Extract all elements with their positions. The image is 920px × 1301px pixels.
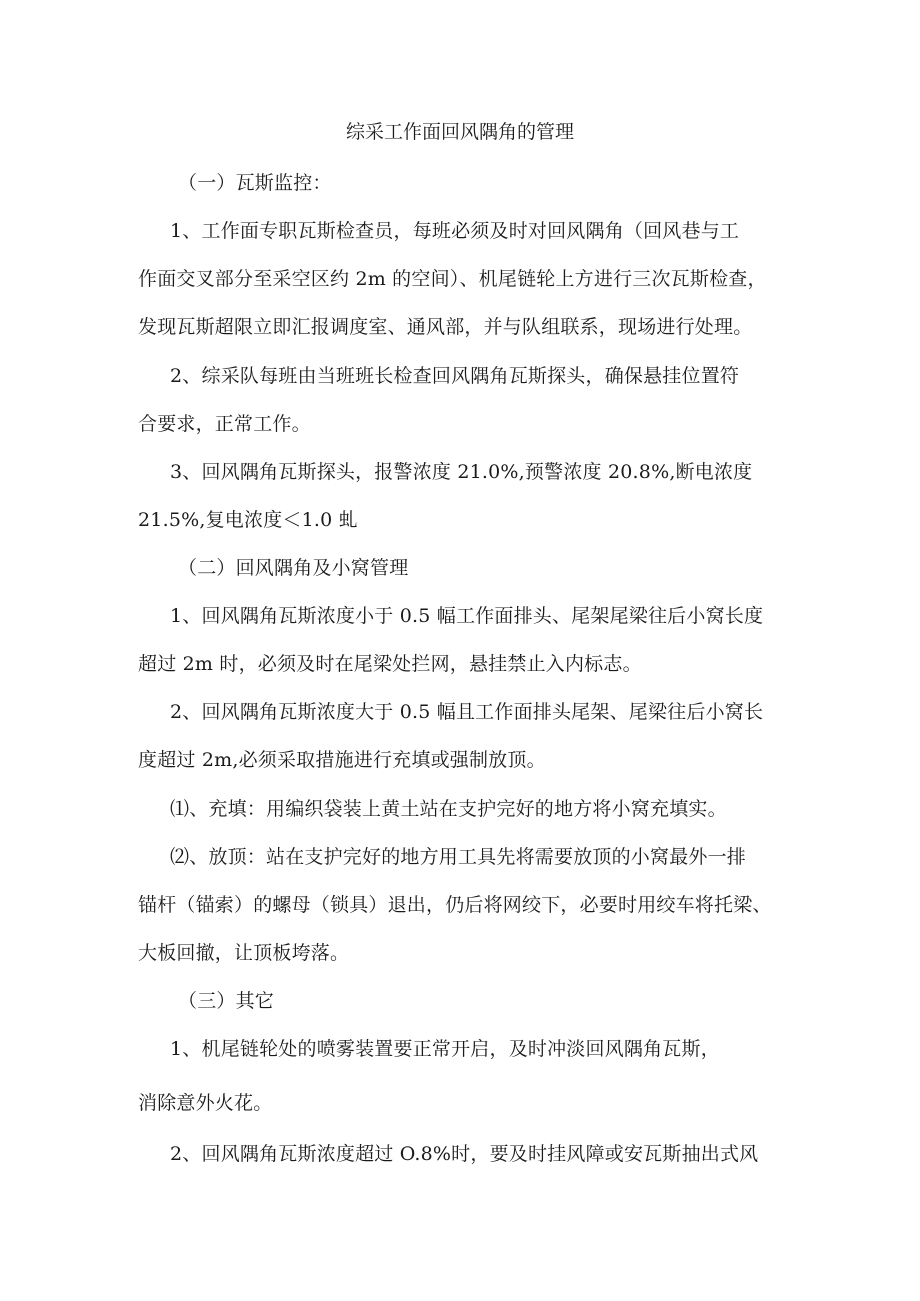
paragraph-line: 作面交叉部分至采空区约 2m 的空间）、机尾链轮上方进行三次瓦斯检查， bbox=[138, 268, 767, 290]
paragraph-line: 2、回风隅角瓦斯浓度大于 0.5 幅且工作面排头尾架、尾梁往后小窝长 bbox=[170, 701, 764, 723]
paragraph-line: 1、回风隅角瓦斯浓度小于 0.5 幅工作面排头、尾架尾梁往后小窝长度 bbox=[170, 605, 764, 627]
paragraph-line: 21.5%,复电浓度＜1.0 虬 bbox=[138, 509, 358, 531]
paragraph-line: 1、机尾链轮处的喷雾装置要正常开启，及时冲淡回风隅角瓦斯， bbox=[170, 1038, 720, 1060]
paragraph-line: 1、工作面专职瓦斯检查员，每班必须及时对回风隅角（回风巷与工 bbox=[170, 220, 740, 242]
paragraph-line: 锚杆（锚索）的螺母（锁具）退出，仍后将网绞下，必要时用绞车将托梁、 bbox=[138, 894, 772, 916]
paragraph-line: 3、回风隅角瓦斯探头，报警浓度 21.0%,预警浓度 20.8%,断电浓度 bbox=[170, 461, 753, 483]
section-heading-gas-monitoring: （一）瓦斯监控： bbox=[178, 172, 332, 194]
paragraph-line: ⑴、充填：用编织袋装上黄土站在支护完好的地方将小窝充填实。 bbox=[170, 798, 727, 820]
paragraph-line: 超过 2m 时，必须及时在尾梁处拦网，悬挂禁止入内标志。 bbox=[138, 653, 642, 675]
section-heading-other: （三）其它 bbox=[178, 990, 275, 1012]
paragraph-line: 2、回风隅角瓦斯浓度超过 O.8%时，要及时挂风障或安瓦斯抽出式风 bbox=[170, 1143, 759, 1165]
paragraph-line: ⑵、放顶：站在支护完好的地方用工具先将需要放顶的小窝最外一排 bbox=[170, 846, 747, 868]
section-heading-corner-management: （二）回风隅角及小窝管理 bbox=[178, 557, 409, 579]
paragraph-line: 发现瓦斯超限立即汇报调度室、通风部，并与队组联系，现场进行处理。 bbox=[138, 316, 753, 338]
paragraph-line: 2、综采队每班由当班班长检查回风隅角瓦斯探头，确保悬挂位置符 bbox=[170, 365, 740, 387]
paragraph-line: 大板回撤，让顶板垮落。 bbox=[138, 942, 350, 964]
paragraph-line: 消除意外火花。 bbox=[138, 1092, 273, 1114]
paragraph-line: 度超过 2m,必须采取措施进行充填或强制放顶。 bbox=[138, 749, 546, 771]
paragraph-line: 合要求，正常工作。 bbox=[138, 413, 311, 435]
document-title: 综采工作面回风隅角的管理 bbox=[345, 121, 574, 143]
